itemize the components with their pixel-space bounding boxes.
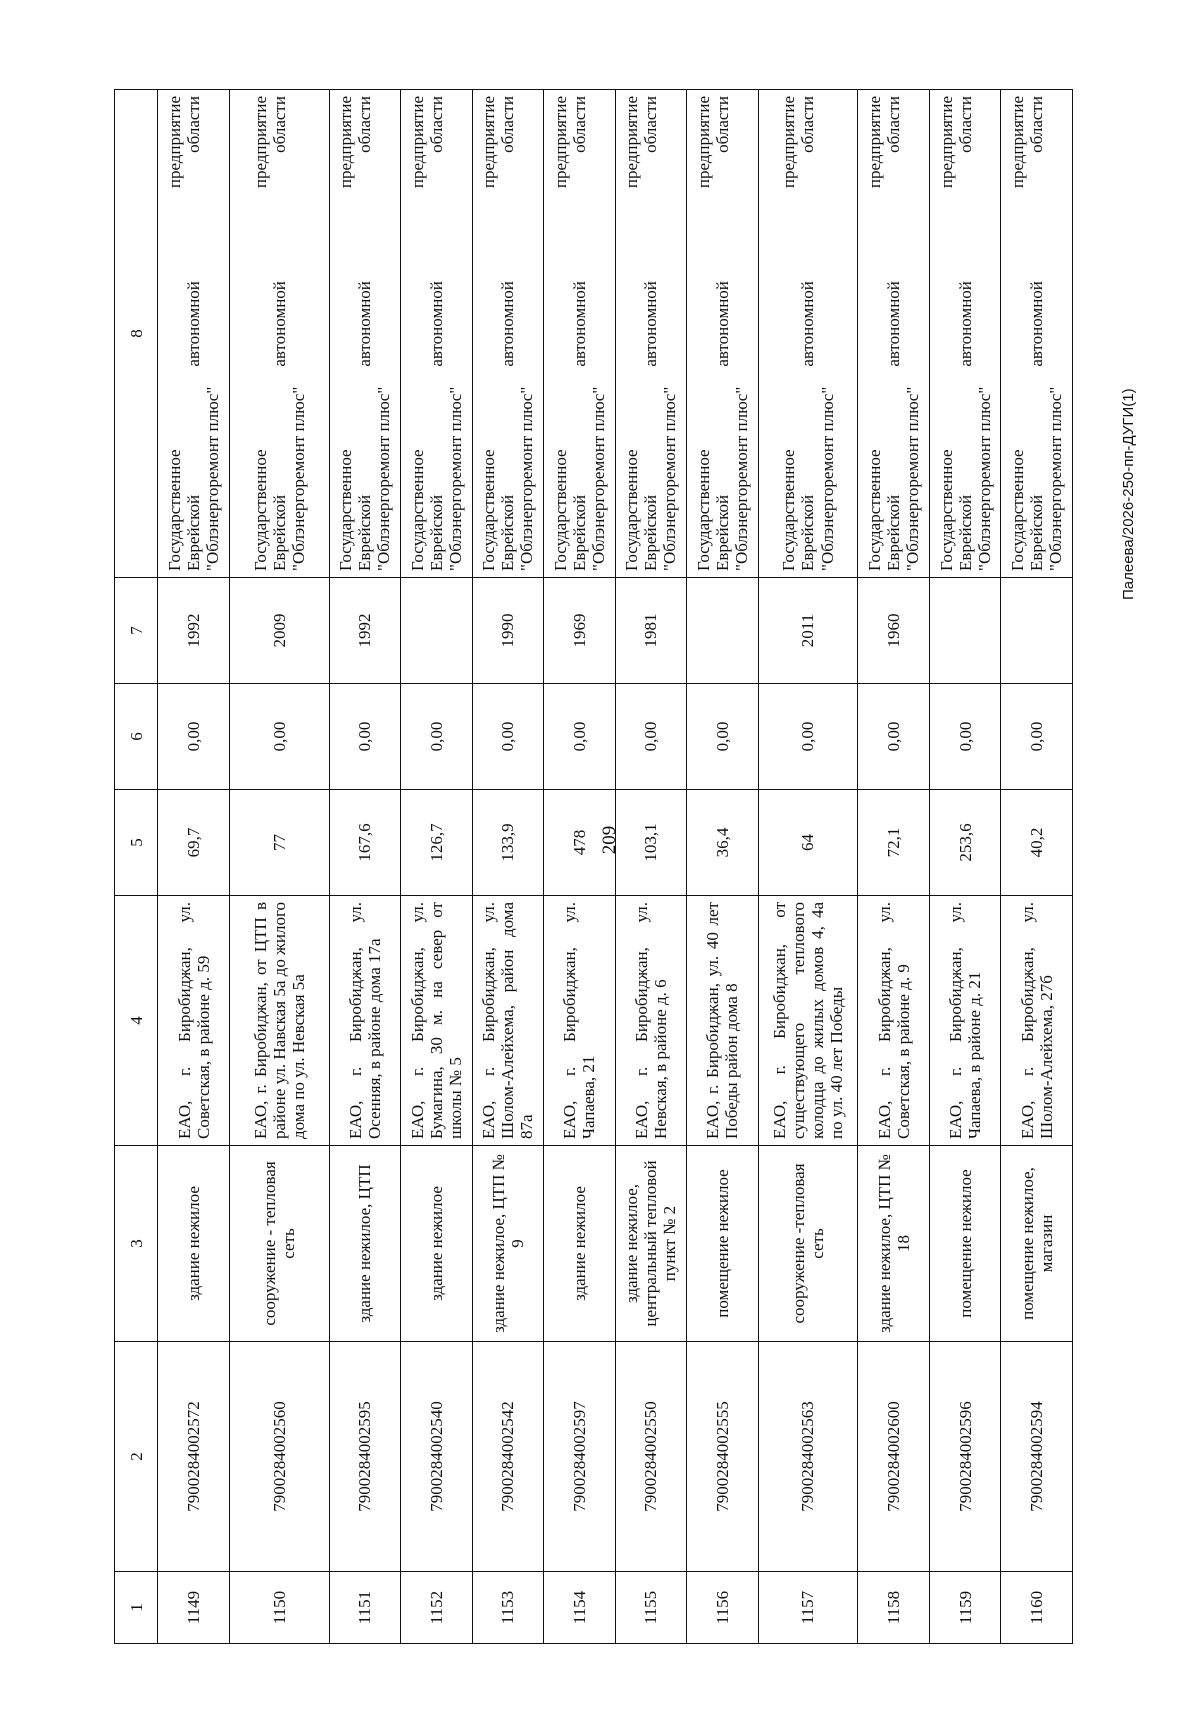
cadastral-number-cell: 7900284002572 — [158, 1342, 230, 1572]
owner-word: Еврейской — [355, 494, 375, 571]
owner-line — [355, 96, 374, 571]
owner-line — [251, 96, 270, 571]
owner-word: области — [569, 96, 589, 153]
row-number-cell: 1149 — [158, 1572, 230, 1644]
document-footer-code: Палеева/2026-250-пп-ДУГИ(1) — [1120, 388, 1137, 600]
registry-table-body — [115, 90, 1073, 1644]
owner-word: Еврейской — [798, 494, 818, 571]
address-cell: ЕАО, г. Биробиджан, ул. Шолом-Алейхема, 27б — [1001, 896, 1073, 1146]
year-cell: 2009 — [229, 578, 329, 684]
row-number-cell: 1157 — [758, 1572, 858, 1644]
value-cell: 0,00 — [544, 684, 616, 790]
owner-line: "Облэнергоремонт плюс" — [374, 386, 394, 571]
owner-word: области — [498, 96, 518, 153]
owner-line — [551, 96, 570, 571]
owner-word: автономной — [355, 281, 375, 367]
year-cell: 1992 — [329, 578, 401, 684]
row-number-cell: 1154 — [544, 1572, 616, 1644]
owner-line — [498, 96, 517, 571]
object-type-cell: здание нежилое — [544, 1146, 616, 1342]
owner-line — [336, 96, 355, 571]
owner-cell — [544, 90, 616, 578]
address-cell: ЕАО, г. Биробиджан, ул. Невская, в районе д. 6 — [615, 896, 687, 1146]
address-cell: ЕАО, г. Биробиджан, от ЦТП в районе ул. Навская 5а до жилого дома по ул. Невская 5а — [229, 896, 329, 1146]
column-header: 6 — [115, 684, 158, 790]
owner-cell — [472, 90, 544, 578]
owner-word: автономной — [712, 281, 732, 367]
owner-word: Государственное — [865, 449, 885, 571]
owner-word: предприятие — [779, 96, 799, 189]
owner-line: "Облэнергоремонт плюс" — [588, 386, 608, 571]
area-cell: 77 — [229, 790, 329, 896]
owner-word: автономной — [798, 281, 818, 367]
object-type-cell: здание нежилое — [158, 1146, 230, 1342]
owner-line — [713, 96, 732, 571]
row-number-cell: 1151 — [329, 1572, 401, 1644]
address-cell: ЕАО, г. Биробиджан, ул. 40 лет Победы район дома 8 — [687, 896, 759, 1146]
owner-cell — [615, 90, 687, 578]
year-cell — [929, 578, 1001, 684]
column-header: 1 — [115, 1572, 158, 1644]
owner-line — [1027, 96, 1046, 571]
owner-word: области — [798, 96, 818, 153]
value-cell: 0,00 — [329, 684, 401, 790]
owner-word: автономной — [955, 281, 975, 367]
year-cell: 1990 — [472, 578, 544, 684]
owner-line: "Облэнергоремонт плюс" — [288, 386, 308, 571]
owner-word: предприятие — [1008, 96, 1028, 189]
owner-word: предприятие — [550, 96, 570, 189]
area-cell: 103,1 — [615, 790, 687, 896]
owner-word: предприятие — [479, 96, 499, 189]
owner-line — [270, 96, 289, 571]
column-header: 7 — [115, 578, 158, 684]
owner-line — [427, 96, 446, 571]
column-header: 3 — [115, 1146, 158, 1342]
owner-word: области — [884, 96, 904, 153]
year-cell — [687, 578, 759, 684]
object-type-cell: здание нежилое, центральный тепловой пункт № 2 — [615, 1146, 687, 1342]
cadastral-number-cell: 7900284002596 — [929, 1342, 1001, 1572]
owner-word: Государственное — [407, 449, 427, 571]
area-cell: 133,9 — [472, 790, 544, 896]
owner-word: автономной — [569, 281, 589, 367]
owner-word: Государственное — [479, 449, 499, 571]
area-cell: 69,7 — [158, 790, 230, 896]
owner-cell — [929, 90, 1001, 578]
value-cell: 0,00 — [401, 684, 473, 790]
owner-word: Еврейской — [955, 494, 975, 571]
owner-line — [1008, 96, 1027, 571]
row-number-cell: 1153 — [472, 1572, 544, 1644]
owner-line — [798, 96, 817, 571]
address-cell: ЕАО, г. Биробиджан, ул. Советская, в районе д. 59 — [158, 896, 230, 1146]
year-cell — [1001, 578, 1073, 684]
table-row — [758, 90, 858, 1644]
owner-word: предприятие — [407, 96, 427, 189]
owner-cell — [329, 90, 401, 578]
owner-cell — [858, 90, 930, 578]
owner-cell — [758, 90, 858, 578]
owner-word: Еврейской — [569, 494, 589, 571]
value-cell: 0,00 — [229, 684, 329, 790]
value-cell: 0,00 — [1001, 684, 1073, 790]
registry-table-wrapper — [114, 90, 1073, 1644]
owner-word: предприятие — [165, 96, 185, 189]
table-row — [329, 90, 401, 1644]
address-cell: ЕАО, г. Биробиджан, ул. Осенняя, в районе дома 17а — [329, 896, 401, 1146]
owner-word: автономной — [498, 281, 518, 367]
row-number-cell: 1155 — [615, 1572, 687, 1644]
owner-line: "Облэнергоремонт плюс" — [660, 386, 680, 571]
table-row — [687, 90, 759, 1644]
table-row — [158, 90, 230, 1644]
owner-cell — [401, 90, 473, 578]
table-row — [858, 90, 930, 1644]
owner-word: Государственное — [165, 449, 185, 571]
owner-word: предприятие — [936, 96, 956, 189]
value-cell: 0,00 — [858, 684, 930, 790]
owner-line: "Облэнергоремонт плюс" — [1046, 386, 1066, 571]
owner-word: Государственное — [936, 449, 956, 571]
area-cell: 72,1 — [858, 790, 930, 896]
cadastral-number-cell: 7900284002540 — [401, 1342, 473, 1572]
area-cell: 40,2 — [1001, 790, 1073, 896]
owner-word: Еврейской — [426, 494, 446, 571]
object-type-cell: здание нежилое, ЦТП № 18 — [858, 1146, 930, 1342]
owner-word: области — [712, 96, 732, 153]
address-cell: ЕАО, г. Биробиджан, от существующего теплового колодца до жилых домов 4, 4а по ул. 40 лет Победы — [758, 896, 858, 1146]
area-cell: 478 — [544, 790, 616, 896]
owner-line: "Облэнергоремонт плюс" — [731, 386, 751, 571]
row-number-cell: 1156 — [687, 1572, 759, 1644]
owner-word: области — [955, 96, 975, 153]
year-cell: 1969 — [544, 578, 616, 684]
owner-word: Еврейской — [641, 494, 661, 571]
cadastral-number-cell: 7900284002600 — [858, 1342, 930, 1572]
owner-word: предприятие — [865, 96, 885, 189]
owner-line: "Облэнергоремонт плюс" — [517, 386, 537, 571]
owner-word: автономной — [884, 281, 904, 367]
owner-word: предприятие — [336, 96, 356, 189]
row-number-cell: 1152 — [401, 1572, 473, 1644]
owner-word: области — [641, 96, 661, 153]
owner-cell — [1001, 90, 1073, 578]
owner-cell — [229, 90, 329, 578]
owner-word: автономной — [426, 281, 446, 367]
area-cell: 126,7 — [401, 790, 473, 896]
year-cell: 2011 — [758, 578, 858, 684]
object-type-cell: помещение нежилое — [929, 1146, 1001, 1342]
owner-word: Еврейской — [498, 494, 518, 571]
owner-word: Государственное — [1008, 449, 1028, 571]
table-row — [1001, 90, 1073, 1644]
owner-word: Государственное — [336, 449, 356, 571]
address-cell: ЕАО, г. Биробиджан, ул. Чапаева, в районе д. 21 — [929, 896, 1001, 1146]
address-cell: ЕАО, г. Биробиджан, ул. Советская, в районе д. 9 — [858, 896, 930, 1146]
value-cell: 0,00 — [758, 684, 858, 790]
value-cell: 0,00 — [472, 684, 544, 790]
owner-word: Еврейской — [269, 494, 289, 571]
column-header: 4 — [115, 896, 158, 1146]
value-cell: 0,00 — [687, 684, 759, 790]
owner-line: "Облэнергоремонт плюс" — [817, 386, 837, 571]
owner-word: Еврейской — [712, 494, 732, 571]
owner-word: предприятие — [622, 96, 642, 189]
row-number-cell: 1150 — [229, 1572, 329, 1644]
owner-line — [884, 96, 903, 571]
registry-table — [114, 89, 1073, 1644]
owner-word: предприятие — [693, 96, 713, 189]
year-cell: 1981 — [615, 578, 687, 684]
owner-line — [165, 96, 184, 571]
object-type-cell: сооружение -тепловая сеть — [758, 1146, 858, 1342]
owner-line — [479, 96, 498, 571]
owner-word: автономной — [1027, 281, 1047, 367]
owner-line: "Облэнергоремонт плюс" — [445, 386, 465, 571]
column-header: 2 — [115, 1342, 158, 1572]
row-number-cell: 1160 — [1001, 1572, 1073, 1644]
owner-word: автономной — [184, 281, 204, 367]
owner-line — [937, 96, 956, 571]
cadastral-number-cell: 7900284002597 — [544, 1342, 616, 1572]
owner-word: Еврейской — [884, 494, 904, 571]
owner-line — [956, 96, 975, 571]
object-type-cell: здание нежилое, ЦТП — [329, 1146, 401, 1342]
owner-line — [408, 96, 427, 571]
owner-cell — [158, 90, 230, 578]
owner-line: "Облэнергоремонт плюс" — [903, 386, 923, 571]
page-number: 209 — [599, 825, 620, 855]
table-row — [544, 90, 616, 1644]
area-cell: 167,6 — [329, 790, 401, 896]
owner-line: "Облэнергоремонт плюс" — [974, 386, 994, 571]
value-cell: 0,00 — [929, 684, 1001, 790]
year-cell: 1992 — [158, 578, 230, 684]
owner-line: "Облэнергоремонт плюс" — [203, 386, 223, 571]
address-cell: ЕАО, г. Биробиджан, ул. Чапаева, 21 — [544, 896, 616, 1146]
owner-word: области — [355, 96, 375, 153]
area-cell: 253,6 — [929, 790, 1001, 896]
cadastral-number-cell: 7900284002555 — [687, 1342, 759, 1572]
owner-line — [622, 96, 641, 571]
header-row — [115, 90, 158, 1644]
owner-line — [779, 96, 798, 571]
owner-line — [865, 96, 884, 571]
object-type-cell: здание нежилое, ЦТП № 9 — [472, 1146, 544, 1342]
owner-word: области — [1027, 96, 1047, 153]
owner-word: автономной — [269, 281, 289, 367]
cadastral-number-cell: 7900284002560 — [229, 1342, 329, 1572]
column-header: 8 — [115, 90, 158, 578]
owner-word: области — [269, 96, 289, 153]
row-number-cell: 1159 — [929, 1572, 1001, 1644]
owner-word: Государственное — [622, 449, 642, 571]
table-row — [615, 90, 687, 1644]
cadastral-number-cell: 7900284002542 — [472, 1342, 544, 1572]
year-cell: 1960 — [858, 578, 930, 684]
cadastral-number-cell: 7900284002594 — [1001, 1342, 1073, 1572]
address-cell: ЕАО, г. Биробиджан, ул. Шолом-Алейхема, район дома 87а — [472, 896, 544, 1146]
column-header: 5 — [115, 790, 158, 896]
owner-word: автономной — [641, 281, 661, 367]
owner-word: Государственное — [250, 449, 270, 571]
cadastral-number-cell: 7900284002595 — [329, 1342, 401, 1572]
object-type-cell: помещение нежилое — [687, 1146, 759, 1342]
cadastral-number-cell: 7900284002550 — [615, 1342, 687, 1572]
owner-word: предприятие — [250, 96, 270, 189]
owner-line — [641, 96, 660, 571]
owner-word: области — [184, 96, 204, 153]
owner-cell — [687, 90, 759, 578]
object-type-cell: помещение нежилое, магазин — [1001, 1146, 1073, 1342]
value-cell: 0,00 — [615, 684, 687, 790]
object-type-cell: сооружение - тепловая сеть — [229, 1146, 329, 1342]
address-cell: ЕАО, г. Биробиджан, ул. Бумагина, 30 м. на север от школы № 5 — [401, 896, 473, 1146]
object-type-cell: здание нежилое — [401, 1146, 473, 1342]
table-row — [472, 90, 544, 1644]
owner-word: области — [426, 96, 446, 153]
owner-word: Государственное — [550, 449, 570, 571]
area-cell: 36,4 — [687, 790, 759, 896]
owner-word: Еврейской — [1027, 494, 1047, 571]
year-cell — [401, 578, 473, 684]
owner-word: Государственное — [693, 449, 713, 571]
area-cell: 64 — [758, 790, 858, 896]
owner-line — [184, 96, 203, 571]
table-row — [929, 90, 1001, 1644]
owner-word: Еврейской — [184, 494, 204, 571]
table-row — [229, 90, 329, 1644]
row-number-cell: 1158 — [858, 1572, 930, 1644]
table-row — [401, 90, 473, 1644]
owner-word: Государственное — [779, 449, 799, 571]
owner-line — [570, 96, 589, 571]
owner-line — [694, 96, 713, 571]
value-cell: 0,00 — [158, 684, 230, 790]
cadastral-number-cell: 7900284002563 — [758, 1342, 858, 1572]
